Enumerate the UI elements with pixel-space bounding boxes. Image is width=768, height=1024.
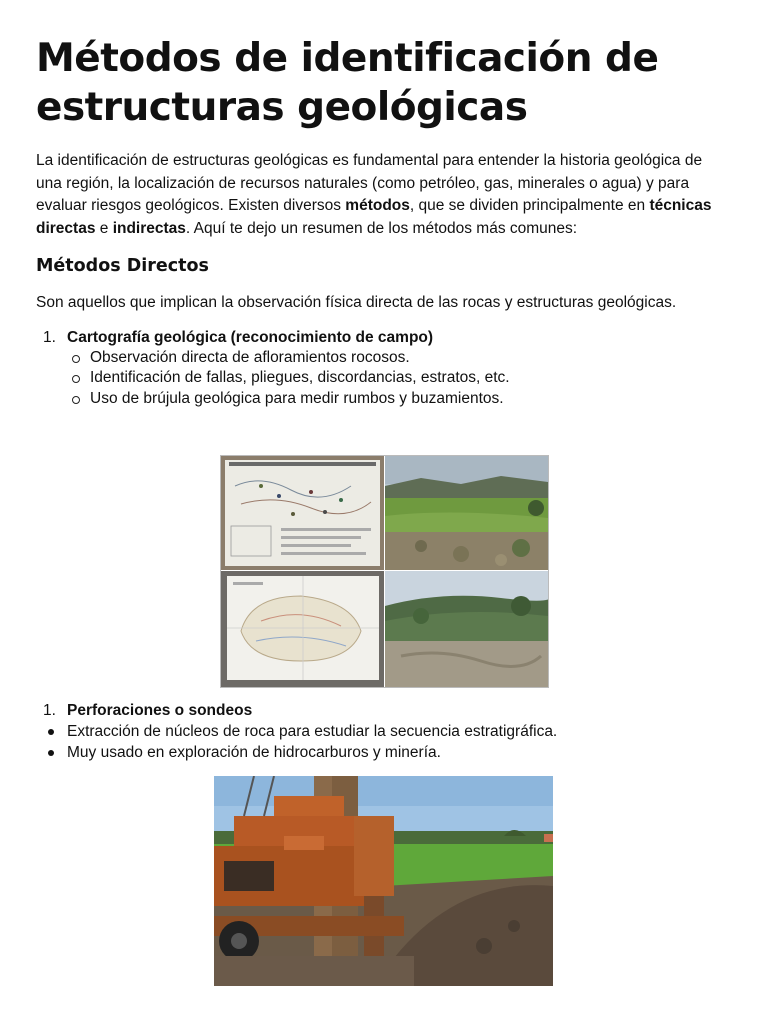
- sub-bullet-item: Observación directa de afloramientos rocosos.: [67, 348, 732, 369]
- sub-bullet-item: Uso de brújula geológica para medir rumbos y buzamientos.: [67, 389, 732, 410]
- sub-bullet-item: Identificación de fallas, pliegues, discordancias, estratos, etc.: [67, 368, 732, 389]
- numbered-list-2: [36, 700, 732, 763]
- list-number: 1.: [43, 702, 56, 719]
- bullet-item: Muy usado en exploración de hidrocarburos y minería.: [36, 742, 732, 763]
- document-page: [36, 34, 732, 409]
- bullet-item: Extracción de núcleos de roca para estudiar la secuencia estratigráfica.: [36, 721, 732, 742]
- geologic-map-photo: [221, 456, 384, 570]
- section-heading-direct-methods: Métodos Directos: [36, 256, 209, 276]
- numbered-list: [36, 700, 732, 721]
- sub-bullet-list: [67, 348, 732, 410]
- bullet-list: [36, 721, 732, 763]
- list-item-cartography: [36, 327, 732, 410]
- valley-landscape-photo: [385, 456, 548, 570]
- list-item-drilling: [36, 700, 732, 721]
- hillside-landscape-photo: [385, 571, 548, 687]
- numbered-list-1: [36, 327, 732, 410]
- page-title: Métodos de identificación de estructuras geológicas: [36, 36, 659, 130]
- intro-paragraph: La identificación de estructuras geológicas es fundamental para entender la historia geológica de una región, la localización de recursos naturales (como petróleo, gas, minerales o agua) y para evaluar riesgos geológicos. Existen diversos métodos, que se dividen principalmente en técnicas directas e indirectas. Aquí te dejo un resumen de los métodos más comunes:: [36, 152, 712, 237]
- list-number: 1.: [43, 328, 56, 346]
- drilling-rig-svg: [214, 776, 553, 986]
- list-item-title: Perforaciones o sondeos: [67, 702, 253, 719]
- field-mapping-photo-grid: [220, 455, 549, 688]
- photo-grid-svg: [221, 456, 548, 687]
- drilling-rig-photo: [214, 776, 553, 986]
- section-lead: Son aquellos que implican la observación física directa de las rocas y estructuras geológicas.: [36, 294, 677, 311]
- map-on-table-photo: [221, 571, 384, 687]
- list-item-title: Cartografía geológica (reconocimiento de campo): [67, 328, 434, 346]
